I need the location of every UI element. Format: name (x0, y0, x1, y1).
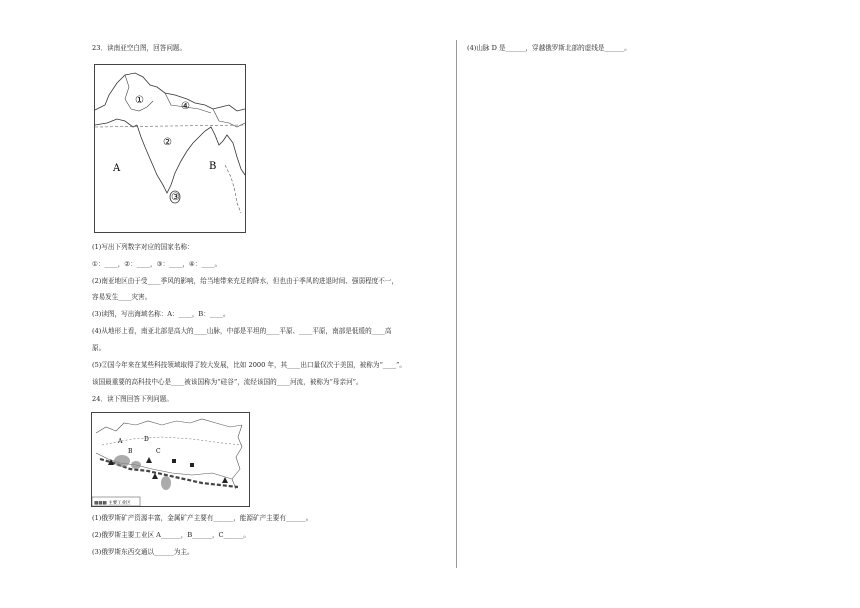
russia-label-a: A (118, 438, 123, 445)
q23-line-6: (4)从地形上看，南亚北部是高大的____山脉，中部是平坦的____平原、____平原，南部是低缓的____高 (92, 327, 392, 335)
south-asia-map (94, 64, 246, 233)
russia-label-c: C (156, 448, 161, 455)
map-label-1: ① (135, 95, 144, 106)
q23-title: 23．读南亚空白图，回答问题。 (92, 44, 187, 52)
q23-line-2: ①：____，②：____，③：____，④：____。 (92, 260, 222, 268)
q23-line-9: 该国最重要的高科技中心是____被该国称为“硅谷”，流经该国的____河流，被称为“母亲河”。 (92, 378, 363, 386)
russia-label-d: D (144, 436, 149, 443)
map-label-2: ② (163, 137, 172, 148)
russia-legend: ▩▩▩ 主要工业区 (94, 501, 131, 506)
map-label-b: B (209, 161, 217, 172)
map-label-a: A (113, 163, 121, 174)
q23-line-5: (3)读图，写出海域名称：A：____，B：____。 (92, 310, 230, 318)
south-asia-map-drawing (95, 65, 245, 232)
q23-line-3: (2)南亚地区由于受____季风的影响，给当地带来充足的降水，但也由于季风的进退时间、强弱程度不一， (92, 277, 399, 285)
q24-line-2: (2)俄罗斯主要工业区 A______，B______，C______。 (92, 531, 250, 539)
q23-line-7: 原。 (92, 344, 106, 352)
q24-line-4: (4)山脉 D 是______，穿越俄罗斯北部的虚线是______。 (467, 44, 631, 52)
russia-label-b: B (128, 448, 133, 455)
q23-line-4: 容易发生____灾害。 (92, 293, 152, 301)
russia-map (91, 412, 250, 507)
russia-map-drawing (92, 413, 249, 506)
q24-line-3: (3)俄罗斯东西交通以______为主。 (92, 548, 194, 556)
q23-line-1: (1)写出下列数字对应的国家名称： (92, 243, 194, 251)
q23-line-8: (5)②国今年来在某些科技领域取得了较大发展，比如 2000 年，其____出口量仅次于美国，被称为“____”。 (92, 361, 406, 369)
map-label-4: ④ (181, 101, 190, 112)
q24-title: 24．读下图回答下列问题。 (92, 395, 173, 403)
column-divider (456, 40, 457, 568)
map-label-3: ③ (171, 192, 180, 203)
q24-line-1: (1)俄罗斯矿产资源丰富，金属矿产主要有______，能源矿产主要有______。 (92, 514, 313, 522)
